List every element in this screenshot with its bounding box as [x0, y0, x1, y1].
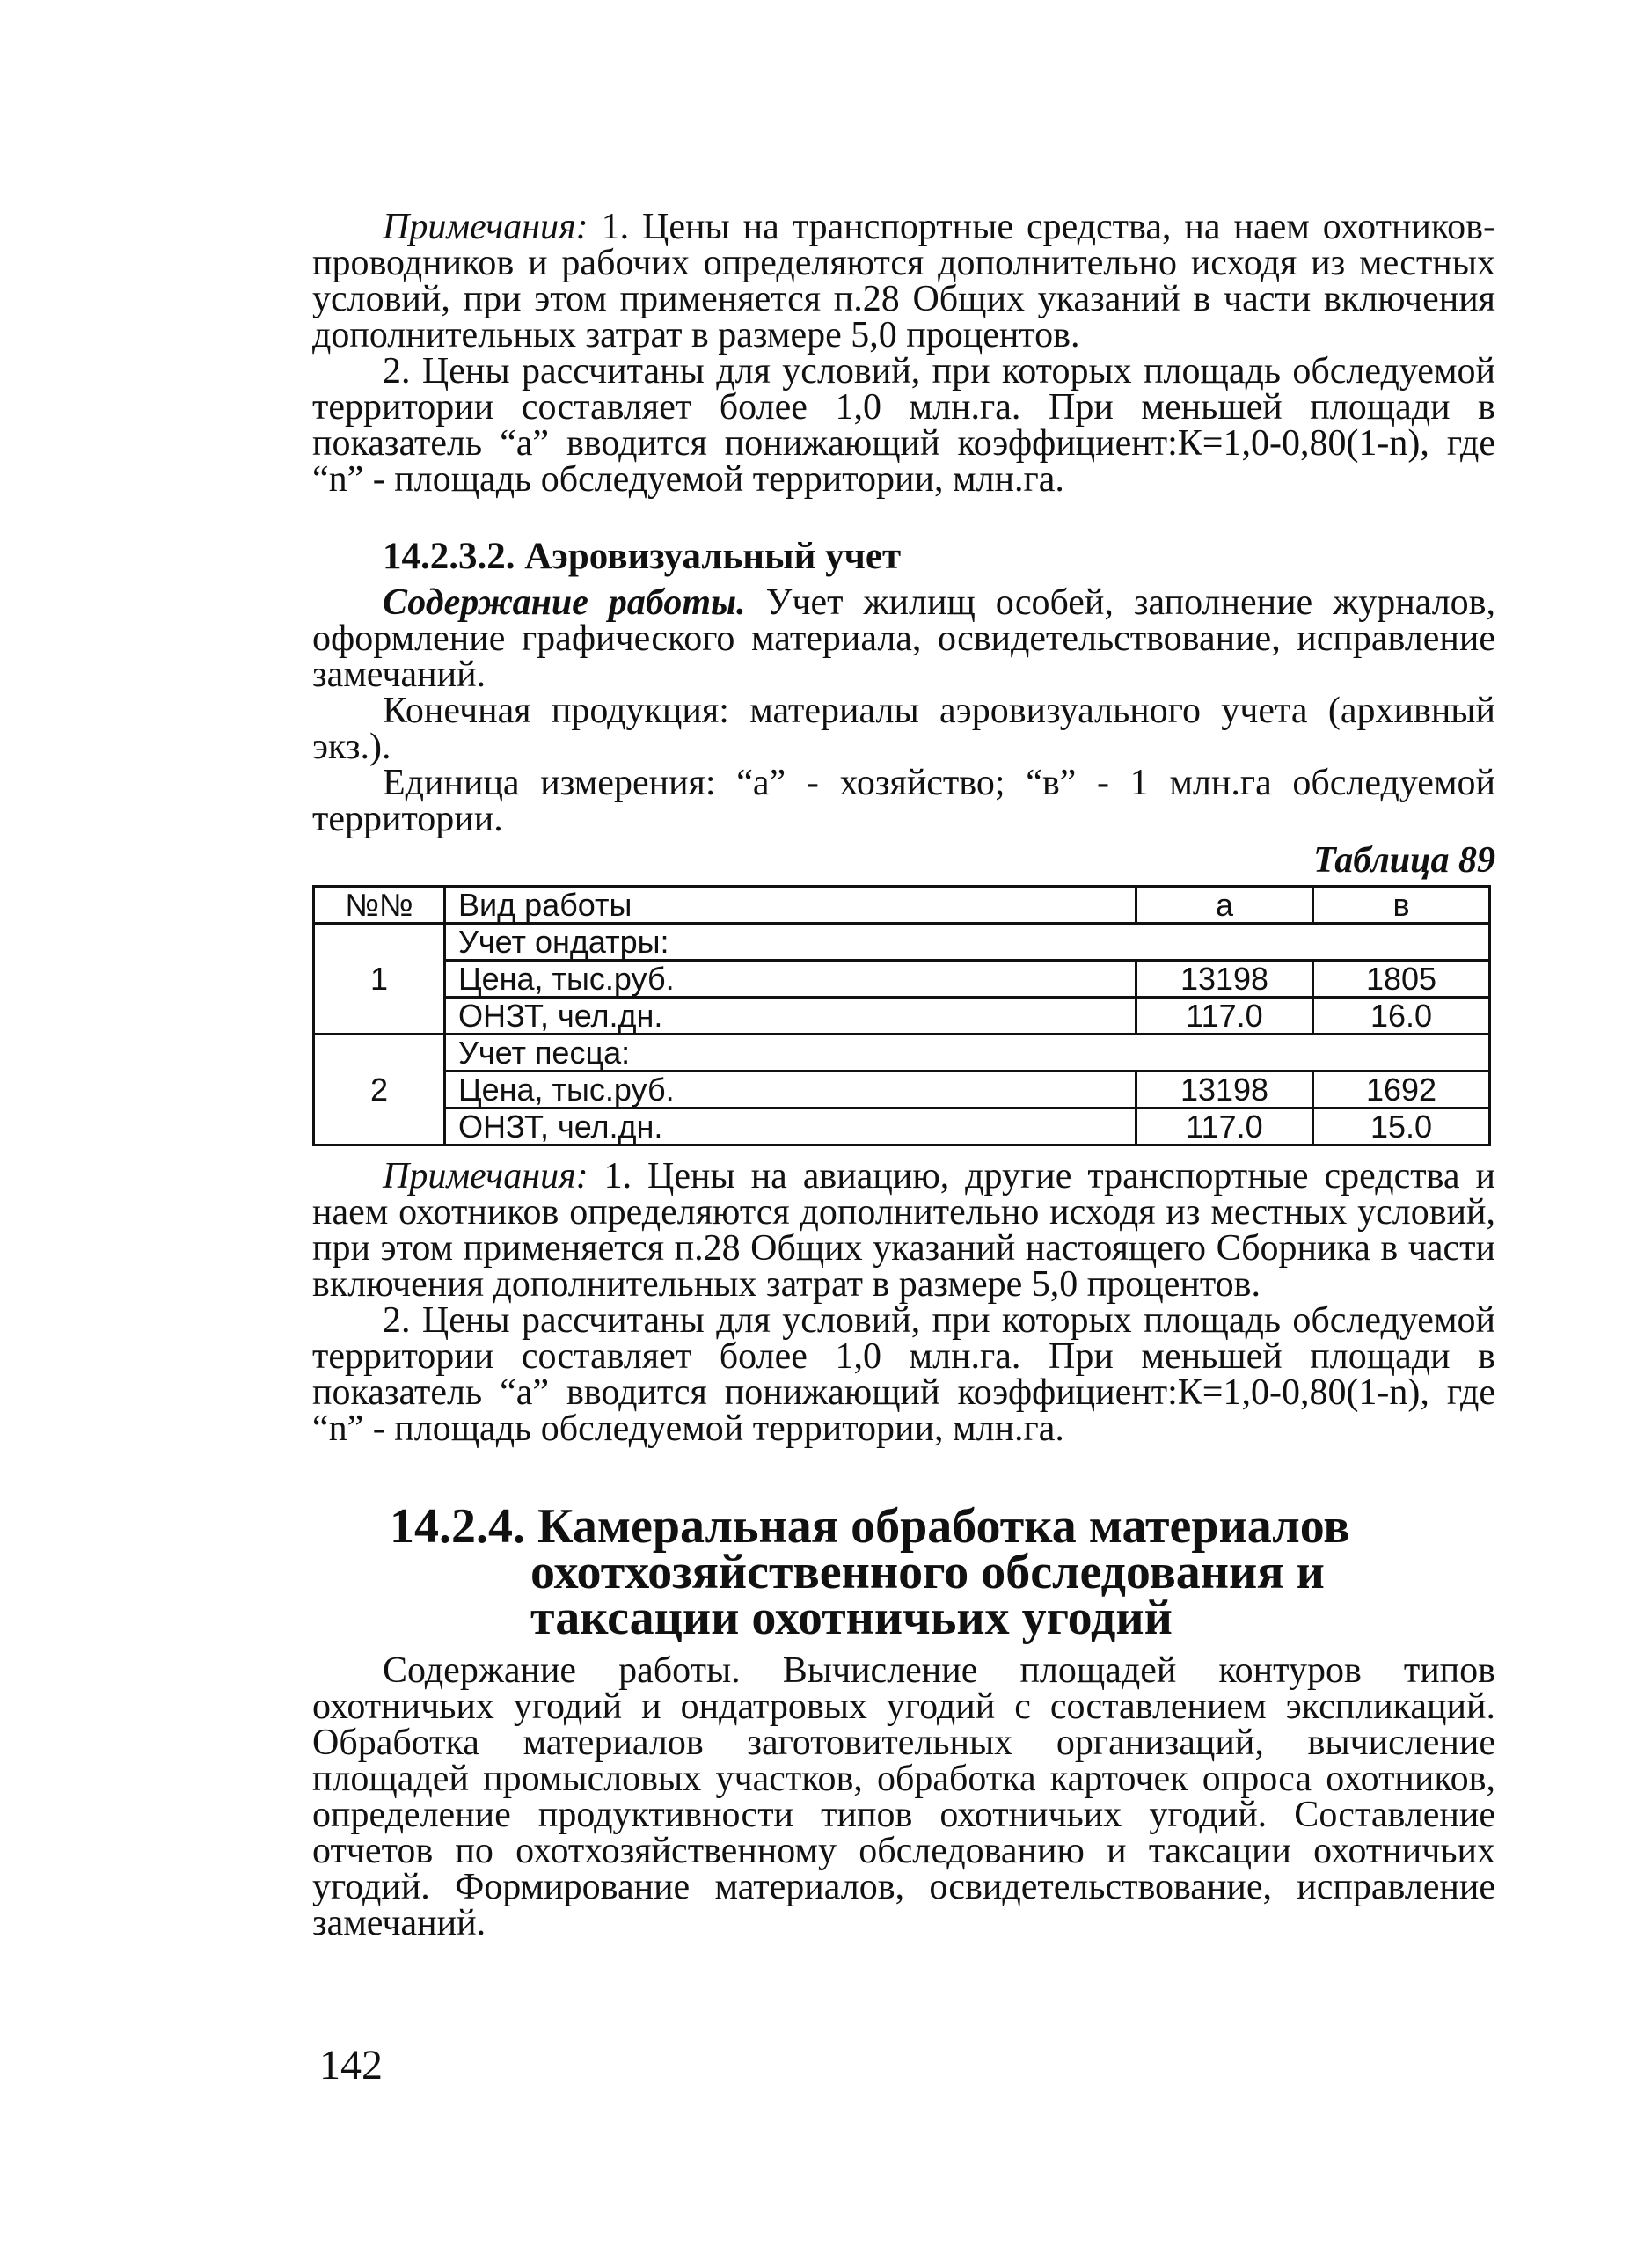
notes2-item1: [312, 1156, 1495, 1305]
table-row: [314, 1072, 1490, 1108]
row-value-b: 1692: [1313, 1072, 1490, 1108]
table-header-row: [314, 887, 1490, 924]
row-label: ОНЗТ, чел.дн.: [445, 998, 1136, 1035]
content-label: Содержание работы.: [383, 582, 746, 623]
table-row: [314, 1108, 1490, 1145]
notes1-item2: 2. Цены рассчитаны для условий, при которых площадь обследуемой территории составляет более 1,0 млн.га. При меньшей площади в показатель “а” вводится понижающий коэффициент:К=1,0-0,80(1-n), где “n” - площадь обследуемой территории, млн.га.: [312, 351, 1495, 500]
section-1424-title-line1: 14.2.4. Камеральная обработка материалов: [390, 1499, 1350, 1554]
row-value-b: 16.0: [1313, 998, 1490, 1035]
section-1423-2-heading: [312, 535, 1495, 578]
group-title: Учет ондатры:: [445, 924, 1490, 961]
section-1424-content: Содержание работы. Вычисление площадей контуров типов охотничьих угодий и ондатровых угодий с составлением экспликаций. Обработка материалов заготовительных организаций, вычисление площадей промысловых участков, обработка карточек опроса охотников, определение продуктивности типов охотничьих угодий. Составление отчетов по охотхозяйственному обследованию и таксации охотничьих угодий. Формирование материалов, освидетельствование, исправление замечаний.: [312, 1650, 1495, 1943]
row-value-a: 13198: [1136, 1072, 1313, 1108]
row-label: Цена, тыс.руб.: [445, 1072, 1136, 1108]
table-row: [314, 924, 1490, 961]
notes2-label: Примечания:: [383, 1156, 588, 1196]
table-caption: Таблица 89: [1313, 840, 1495, 881]
table-89: [312, 885, 1491, 1146]
notes1-item1: [312, 209, 1495, 354]
table-row: [314, 998, 1490, 1035]
row-label: Цена, тыс.руб.: [445, 961, 1136, 998]
notes2-text1: 1. Цены на авиацию, другие транспортные средства и наем охотников определяются дополнительно исходя из местных условий, при этом применяется п.28 Общих указаний настоящего Сборника в части включения дополнительных затрат в размере 5,0 процентов.: [312, 1156, 1495, 1305]
section-1424-title-line3: таксации охотничьих угодий: [530, 1591, 1173, 1645]
group-title: Учет песца:: [445, 1035, 1490, 1072]
section-1423-2-unit: Единица измерения: “а” - хозяйство; “в” - 1 млн.га обследуемой территории.: [312, 763, 1495, 839]
section-1423-2-title: 14.2.3.2. Аэровизуальный учет: [383, 536, 902, 577]
header-work-type: Вид работы: [445, 887, 1136, 924]
header-b: в: [1313, 887, 1490, 924]
section-1424-title-line2: охотхозяйственного обследования и: [530, 1545, 1325, 1599]
notes1-text1: 1. Цены на транспортные средства, на наем охотников-проводников и рабочих определяются дополнительно исходя из местных условий, при этом применяется п.28 Общих указаний в части включения дополнительных затрат в размере 5,0 процентов.: [312, 207, 1495, 355]
row-label: ОНЗТ, чел.дн.: [445, 1108, 1136, 1145]
table-row: [314, 1035, 1490, 1072]
row-value-b: 1805: [1313, 961, 1490, 998]
row-value-a: 117.0: [1136, 998, 1313, 1035]
header-a: а: [1136, 887, 1313, 924]
group-num: 1: [314, 924, 445, 1035]
table-row: [314, 961, 1490, 998]
section-1424-heading: [312, 1499, 1495, 1645]
row-value-a: 13198: [1136, 961, 1313, 998]
content-text: Учет жилищ особей, заполнение журналов, оформление графического материала, освидетельствование, исправление замечаний.: [312, 582, 1495, 695]
row-value-b: 15.0: [1313, 1108, 1490, 1145]
section-1423-2-content: [312, 582, 1495, 695]
document-page: [312, 209, 1495, 1942]
group-num: 2: [314, 1035, 445, 1145]
row-value-a: 117.0: [1136, 1108, 1313, 1145]
page-number: 142: [319, 2042, 383, 2089]
header-num: №№: [314, 887, 445, 924]
notes2-item2: 2. Цены рассчитаны для условий, при которых площадь обследуемой территории составляет более 1,0 млн.га. При меньшей площади в показатель “а” вводится понижающий коэффициент:К=1,0-0,80(1-n), где “n” - площадь обследуемой территории, млн.га.: [312, 1300, 1495, 1449]
section-1423-2-product: Конечная продукция: материалы аэровизуального учета (архивный экз.).: [312, 691, 1495, 767]
notes1-label: Примечания:: [383, 207, 588, 247]
notes2: [312, 1156, 1495, 1449]
